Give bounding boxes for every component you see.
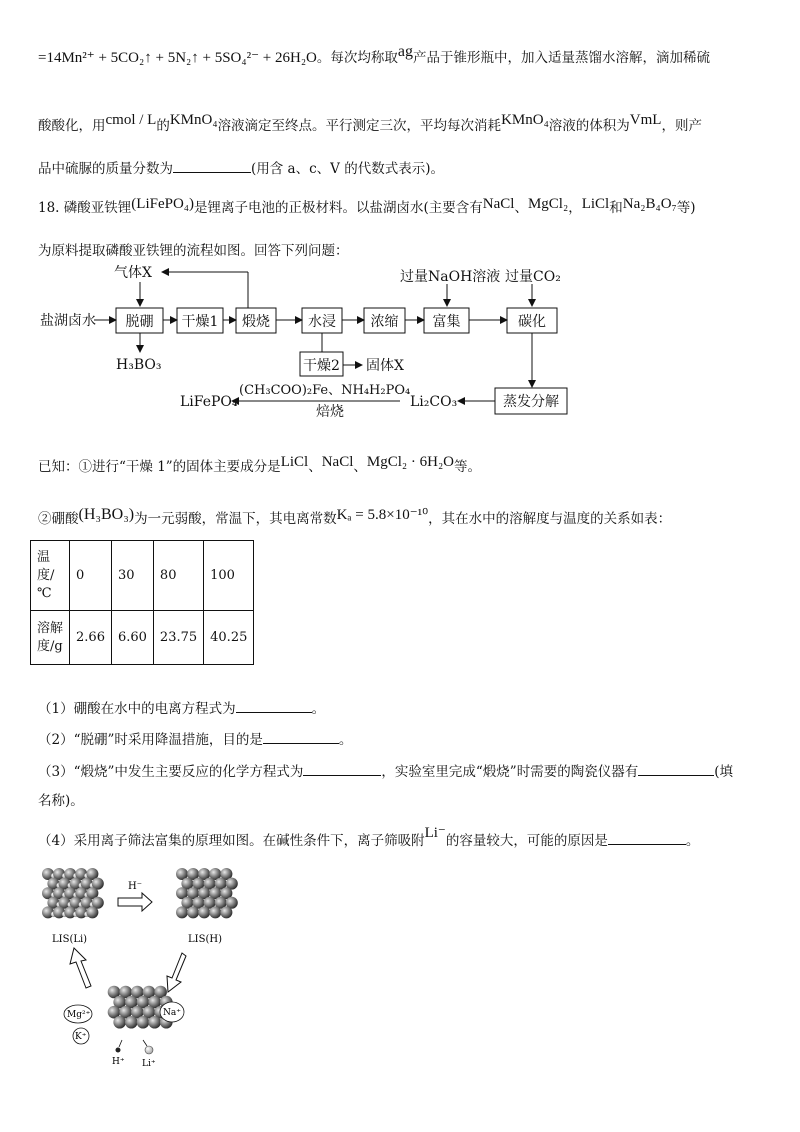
step-carbonize: 碳化	[518, 314, 546, 330]
solubility-table	[30, 540, 254, 665]
li-ion-dot	[145, 1046, 153, 1054]
ion-sieve-diagram	[30, 860, 270, 1075]
brine-label: 盐湖卤水	[40, 313, 96, 329]
k-ion-label: K⁺	[75, 1032, 87, 1042]
sphere	[113, 1016, 126, 1029]
right-arrow-icon	[118, 893, 152, 911]
question-2: （2）“脱硼”时采用降温措施，目的是 。	[38, 732, 353, 748]
volume: VmL	[629, 112, 662, 128]
lis-h-label: LIS(H)	[188, 934, 222, 945]
sphere	[187, 906, 199, 918]
sphere	[137, 1016, 150, 1029]
known-2: ②硼酸(H₃BO₃)为一元弱酸，常温下，其电离常数Kₐ = 5.8×10⁻¹⁰，其在水中的溶解度与温度的关系如表：	[38, 506, 672, 527]
h3bo3-product: H₃BO₃	[116, 357, 162, 373]
step-concentrate: 浓缩	[370, 314, 399, 330]
lifepo4-product: LiFePO₄	[180, 394, 238, 410]
step-enrich: 富集	[432, 314, 461, 330]
reaction-equation: =14Mn²⁺ + 5CO₂↑ + 5N₂↑ + 5SO₄²⁻ + 26H₂O	[38, 50, 317, 66]
h-ion-label: H⁺	[112, 1057, 125, 1067]
question-3: （3）“煅烧”中发生主要反应的化学方程式为 ，实验室里完成“煅烧”时需要的陶瓷仪器有 (填	[38, 764, 733, 780]
mg-ion-label: Mg²⁺	[67, 1010, 91, 1020]
na-ion-label: Na⁺	[163, 1008, 181, 1018]
ka-value: Kₐ = 5.8×10⁻¹⁰	[336, 507, 429, 523]
h-minus-label: H⁻	[128, 881, 142, 892]
li-ion: Li⁻	[424, 825, 446, 841]
roast-label: 焙烧	[316, 404, 344, 420]
boric-acid-formula: (H₃BO₃)	[78, 506, 135, 523]
lis-li-label: LIS(Li)	[52, 934, 88, 945]
table-cell: 2.66	[70, 611, 112, 665]
lis-h-cluster	[176, 868, 238, 918]
answer-blank[interactable]	[303, 762, 381, 776]
step-evaporate: 蒸发分解	[503, 394, 559, 410]
table-cell: 100	[204, 541, 254, 611]
step-dry-1: 干燥1	[181, 314, 219, 330]
sphere	[209, 906, 221, 918]
question-1: （1）硼酸在水中的电离方程式为 。	[38, 701, 326, 717]
table-row	[31, 611, 254, 665]
kmno4-formula: KMnO₄	[501, 112, 549, 128]
concentration: cmol / L	[105, 112, 157, 128]
q18-line-1: 18. 磷酸亚铁锂(LiFePO₄)是锂离子电池的正极材料。以盐湖卤水(主要含有NaCl、MgCl₂，LiCl和Na₂B₄O₇等)	[38, 196, 696, 216]
table-cell: 40.25	[204, 611, 254, 665]
sphere	[220, 906, 232, 918]
known-1: 已知：①进行“干燥 1”的固体主要成分是LiCl、NaCl、MgCl₂ · 6H₂O等。	[38, 454, 482, 475]
question-4: （4）采用离子筛法富集的原理如图。在碱性条件下，离子筛吸附Li⁻的容量较大，可能的原因是 。	[38, 825, 700, 849]
table-cell: 30	[111, 541, 153, 611]
answer-blank[interactable]	[236, 699, 312, 713]
table-cell: 23.75	[153, 611, 203, 665]
kmno4-formula: KMnO₄	[169, 112, 218, 128]
co2-label: 过量CO₂	[505, 269, 561, 285]
up-arrow-icon	[70, 948, 91, 988]
sphere	[198, 906, 210, 918]
table-row	[31, 541, 254, 611]
question-number: 18.	[38, 200, 60, 216]
process-flowchart	[0, 260, 800, 425]
step-dry-2: 干燥2	[303, 358, 340, 374]
intro-line-1: =14Mn²⁺ + 5CO₂↑ + 5N₂↑ + 5SO₄²⁻ + 26H₂O。每次均称取ag产品于锥形瓶中，加入适量蒸馏水溶解，滴加稀硫	[38, 43, 711, 66]
intro-line-3: 品中硫脲的质量分数为 (用含 a、c、V 的代数式表示)。	[38, 161, 444, 177]
table-cell: 80	[153, 541, 203, 611]
sphere	[176, 906, 188, 918]
li-ion-label: Li⁺	[142, 1059, 156, 1069]
sphere	[86, 906, 98, 918]
naoh-label: 过量NaOH溶液	[400, 269, 501, 285]
step-water-leach: 水浸	[308, 314, 336, 330]
sphere	[148, 1016, 161, 1029]
reagents-label: (CH₃COO)₂Fe、NH₄H₂PO₄	[239, 383, 411, 398]
table-cell: 6.60	[111, 611, 153, 665]
gas-x-label: 气体X	[114, 265, 152, 281]
mass-symbol: ag	[397, 43, 414, 60]
step-tuopeng: 脱硼	[125, 314, 154, 330]
header-temperature: 温 度/ ℃	[31, 541, 70, 611]
solid-x-label: 固体X	[366, 358, 404, 374]
down-arrow-icon	[167, 953, 186, 992]
h-ion-dot	[116, 1048, 121, 1053]
answer-blank[interactable]	[608, 831, 686, 845]
answer-blank[interactable]	[263, 730, 339, 744]
q18-line-2: 为原料提取磷酸亚铁锂的流程如图。回答下列问题：	[38, 243, 349, 259]
lis-li-cluster	[42, 868, 104, 918]
answer-blank[interactable]	[173, 159, 251, 173]
question-3-cont: 名称)。	[38, 793, 84, 809]
lifepo4-formula: (LiFePO₄)	[131, 196, 195, 212]
intro-line-2: 酸酸化，用cmol / L的KMnO₄溶液滴定至终点。平行测定三次，平均每次消耗KMnO₄溶液的体积为VmL，则产	[38, 112, 702, 134]
li2co3-label: Li₂CO₃	[410, 394, 458, 410]
answer-blank[interactable]	[638, 762, 714, 776]
step-calcine: 煅烧	[242, 314, 270, 330]
header-solubility: 溶解 度/g	[31, 611, 70, 665]
table-cell: 0	[70, 541, 112, 611]
sphere	[125, 1016, 138, 1029]
